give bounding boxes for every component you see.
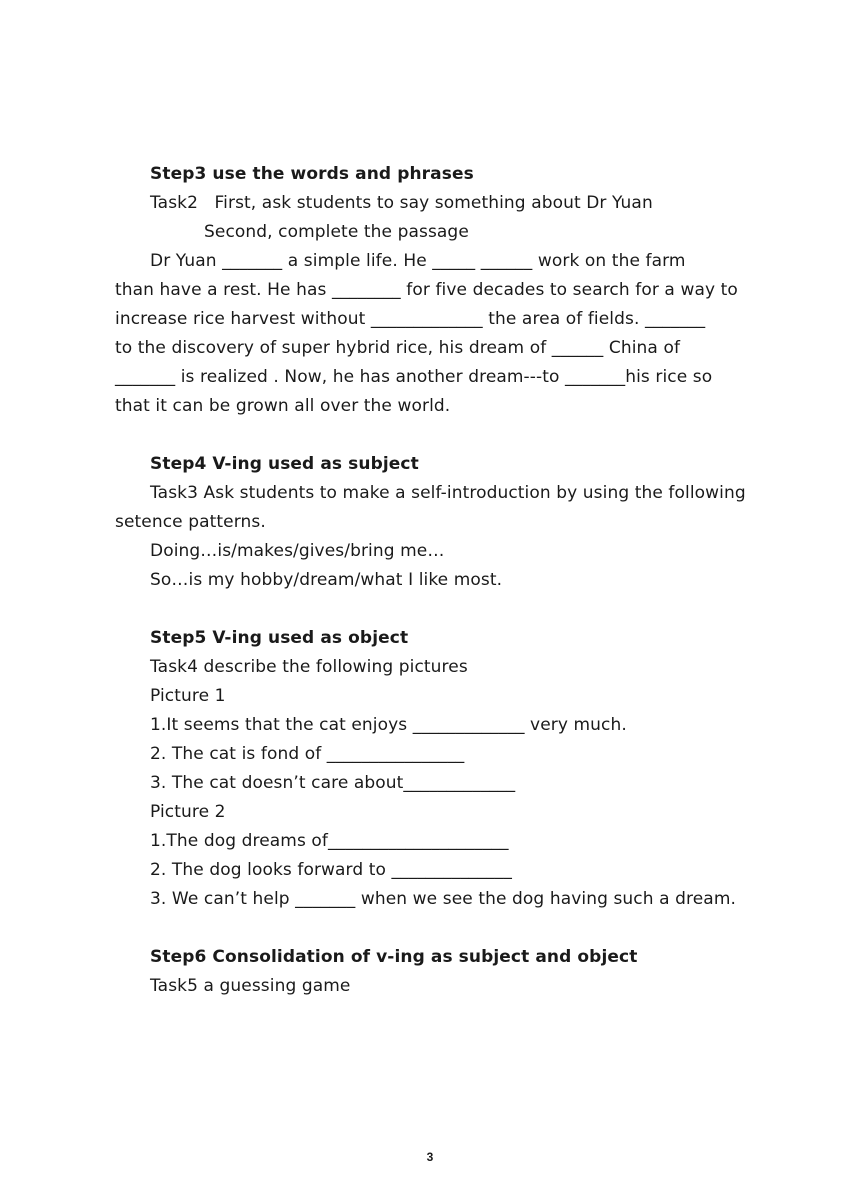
exercise-item: 3. We can’t help _______ when we see the dog having such a dream. <box>150 889 736 909</box>
passage-line: Dr Yuan _______ a simple life. He _____ ______ work on the farm <box>150 251 686 271</box>
exercise-item: 2. The dog looks forward to ______________ <box>150 860 512 880</box>
picture2-label: Picture 2 <box>150 802 226 822</box>
step5-heading: Step5 V-ing used as object <box>150 628 409 648</box>
passage-line: _______ is realized . Now, he has another dream---to _______his rice so <box>115 367 713 387</box>
step4-heading: Step4 V-ing used as subject <box>150 454 419 474</box>
task3-instruction-cont: setence patterns. <box>115 512 266 532</box>
task4-instruction: Task4 describe the following pictures <box>150 657 468 677</box>
task2-instruction: Task2 First, ask students to say something about Dr Yuan <box>150 193 653 213</box>
task5-instruction: Task5 a guessing game <box>150 976 351 996</box>
sentence-pattern: Doing…is/makes/gives/bring me… <box>150 541 445 561</box>
passage-line: increase rice harvest without _____________ the area of fields. _______ <box>115 309 706 329</box>
step3-heading: Step3 use the words and phrases <box>150 164 474 184</box>
sentence-pattern: So…is my hobby/dream/what I like most. <box>150 570 503 590</box>
exercise-item: 1.The dog dreams of_____________________ <box>150 831 509 851</box>
passage-line: than have a rest. He has ________ for five decades to search for a way to <box>115 280 738 300</box>
picture1-label: Picture 1 <box>150 686 226 706</box>
passage-line: that it can be grown all over the world. <box>115 396 451 416</box>
task3-instruction: Task3 Ask students to make a self-introduction by using the following <box>150 483 746 503</box>
task2-second-instruction: Second, complete the passage <box>204 222 469 242</box>
exercise-item: 1.It seems that the cat enjoys _____________ very much. <box>150 715 627 735</box>
step6-heading: Step6 Consolidation of v-ing as subject and object <box>150 947 638 967</box>
page-number: 3 <box>426 1150 434 1164</box>
exercise-item: 3. The cat doesn’t care about_____________ <box>150 773 516 793</box>
exercise-item: 2. The cat is fond of ________________ <box>150 744 465 764</box>
passage-line: to the discovery of super hybrid rice, his dream of ______ China of <box>115 338 681 358</box>
